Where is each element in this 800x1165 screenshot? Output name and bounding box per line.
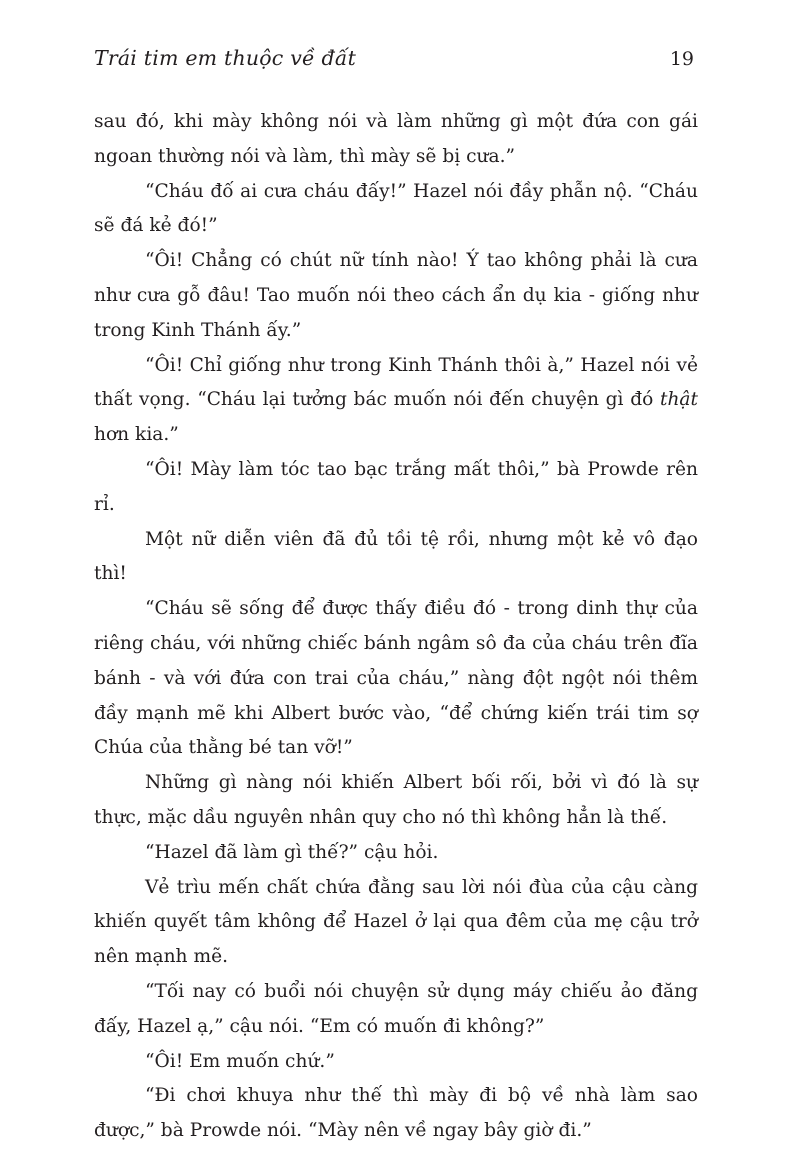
paragraph-13: “Đi chơi khuya như thế thì mày đi bộ về nhà làm sao được,” bà Prowde nói. “Mày nên về ngay bây giờ đi.” bbox=[94, 1085, 698, 1142]
paragraph-9: “Hazel đã làm gì thế?” cậu hỏi. bbox=[145, 841, 439, 863]
paragraph-2: “Cháu đố ai cưa cháu đấy!” Hazel nói đầy phẫn nộ. “Cháu sẽ đá kẻ đó!” bbox=[94, 180, 698, 237]
paragraph-1: sau đó, khi mày không nói và làm những gì một đứa con gái ngoan thường nói và làm, thì mày sẽ bị cưa.” bbox=[94, 111, 698, 167]
paragraph-5: “Ôi! Mày làm tóc tao bạc trắng mất thôi,” bà Prowde rên rỉ. bbox=[94, 458, 698, 515]
paragraph-3: “Ôi! Chẳng có chút nữ tính nào! Ý tao không phải là cưa như cưa gỗ đâu! Tao muốn nói theo cách ẩn dụ kia - giống như trong Kinh Thánh ấy.” bbox=[94, 250, 698, 341]
paragraph-8: Những gì nàng nói khiến Albert bối rối, bởi vì đó là sự thực, mặc dầu nguyên nhân quy cho nó thì không hẳn là thế. bbox=[94, 772, 698, 828]
paragraph-7: “Cháu sẽ sống để được thấy điều đó - trong dinh thự của riêng cháu, với những chiếc bánh ngâm sô đa của cháu trên đĩa bánh - và với đứa con trai của cháu,” nàng đột ngột nói thêm đầy mạnh mẽ khi Albert bước vào, “để chứng kiến trái tim sợ Chúa của thằng bé tan vỡ!” bbox=[94, 598, 698, 759]
running-title: Trái tim em thuộc về đất bbox=[94, 46, 357, 70]
running-header bbox=[94, 46, 698, 80]
body-text bbox=[94, 105, 698, 1149]
paragraph-4-emphasis: thật bbox=[659, 389, 698, 411]
paragraph-12: “Ôi! Em muốn chứ.” bbox=[145, 1050, 335, 1072]
paragraph-11: “Tối nay có buổi nói chuyện sử dụng máy chiếu ảo đăng đấy, Hazel ạ,” cậu nói. “Em có muốn đi không?” bbox=[94, 980, 698, 1037]
paragraph-4 bbox=[94, 349, 698, 453]
paragraph-4-text-after: hơn kia.” bbox=[94, 424, 179, 446]
paragraph-6: Một nữ diễn viên đã đủ tồi tệ rồi, nhưng một kẻ vô đạo thì! bbox=[94, 528, 698, 585]
paragraph-10: Vẻ trìu mến chất chứa đằng sau lời nói đùa của cậu càng khiến quyết tâm không để Hazel ở lại qua đêm của mẹ cậu trở nên mạnh mẽ. bbox=[94, 876, 698, 968]
page-number: 19 bbox=[669, 48, 694, 70]
paragraph-4-text-before: “Ôi! Chỉ giống như trong Kinh Thánh thôi à,” Hazel nói vẻ thất vọng. “Cháu lại tưởng bác muốn nói đến chuyện gì đó bbox=[94, 354, 698, 411]
